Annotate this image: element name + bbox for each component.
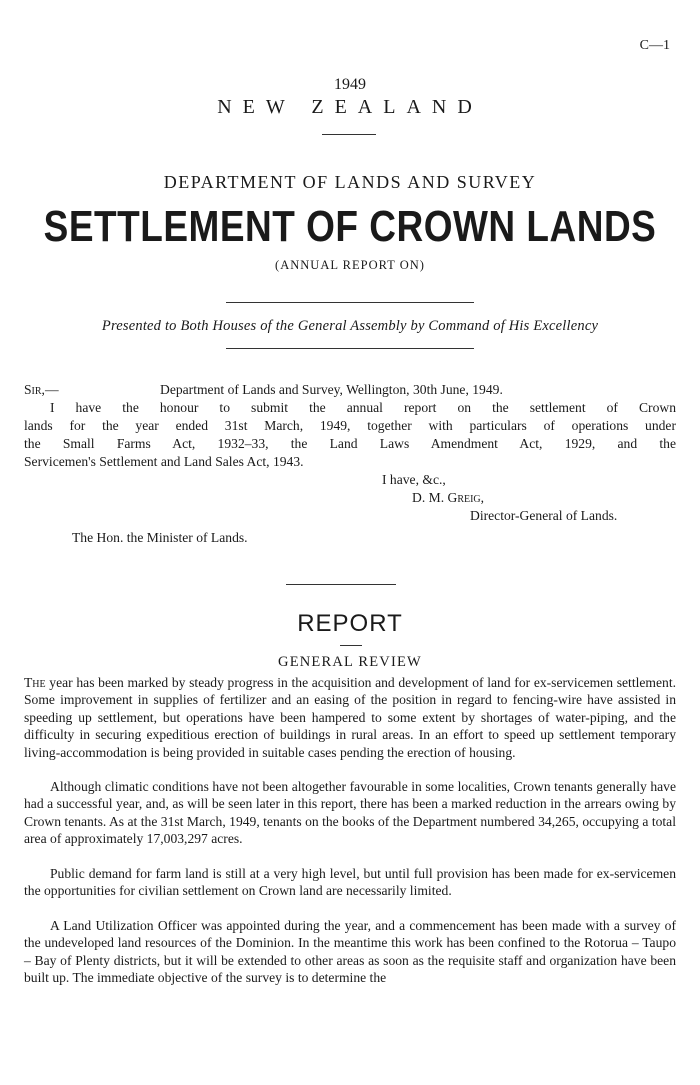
letter-addressee: The Hon. the Minister of Lands.	[72, 530, 248, 545]
paragraph-text: year has been marked by steady progress in the acquisition and development of land for ex-servicemen settlement. Some improvement in supplies of fertilizer and an easing of the position in regard to fencing-wire have assisted in speeding up settlement, but operations have been hampered to some extent by shortages of water-piping, and the difficulty in securing expeditious erection of buildings in rural areas. In an effort to speed up settlement temporary living-accommodation is being provided in suitable cases pending the erection of housing.	[24, 675, 676, 760]
letter-closing: I have, &c.,	[382, 472, 446, 487]
paragraph-lead: The	[24, 675, 46, 690]
department-heading: DEPARTMENT OF LANDS AND SURVEY	[163, 172, 537, 192]
letter-signatory: D. M. Greig,	[412, 490, 485, 505]
letter-line: lands for the year ended 31st March, 1949, together with particulars of operations under	[24, 418, 676, 433]
report-year: 1949	[334, 76, 366, 93]
divider	[322, 134, 376, 135]
divider	[226, 348, 474, 349]
letter-address-date: Department of Lands and Survey, Wellington, 30th June, 1949.	[160, 382, 503, 397]
section-heading: GENERAL REVIEW	[278, 654, 422, 670]
page-subtitle: (ANNUAL REPORT ON)	[275, 258, 425, 272]
page-title: SETTLEMENT OF CROWN LANDS	[43, 202, 657, 251]
letter-line: I have the honour to submit the annual report on the settlement of Crown	[50, 400, 676, 415]
divider	[340, 645, 362, 646]
letter-line: the Small Farms Act, 1932–33, the Land Laws Amendment Act, 1929, and the	[24, 436, 676, 451]
report-paragraph	[24, 917, 676, 987]
divider	[286, 584, 396, 585]
letter-line: Servicemen's Settlement and Land Sales Act, 1943.	[24, 454, 304, 469]
paragraph-text: Public demand for farm land is still at a very high level, but until full provision has been made for ex-servicemen the opportunities for civilian settlement on Crown land are necessarily limited.	[24, 866, 676, 899]
report-paragraph	[24, 674, 676, 761]
page-reference: C—1	[639, 38, 670, 53]
report-paragraph	[24, 865, 676, 900]
paragraph-text: Although climatic conditions have not been altogether favourable in some localities, Crown tenants generally have had a successful year, and, as will be seen later in this report, there has been a marked reduction in the arrears owing by Crown tenants. As at the 31st March, 1949, tenants on the books of the Department numbered 34,265, occupying a total area of approximately 17,003,297 acres.	[24, 779, 676, 847]
report-paragraph	[24, 778, 676, 848]
report-heading: REPORT	[297, 610, 403, 637]
country-heading: NEW ZEALAND	[217, 96, 483, 118]
letter-salutation: Sir,—	[24, 382, 59, 397]
presentation-line: Presented to Both Houses of the General Assembly by Command of His Excellency	[101, 318, 599, 334]
paragraph-text: A Land Utilization Officer was appointed during the year, and a commencement has been made with a survey of the undeveloped land resources of the Dominion. In the meantime this work has been confined to the Rotorua – Taupo – Bay of Plenty districts, but it will be extended to other areas as soon as the requisite staff and organization have been built up. The immediate objective of the survey is to determine the	[24, 918, 676, 986]
divider	[226, 302, 474, 303]
letter-signatory-title: Director-General of Lands.	[470, 508, 618, 523]
